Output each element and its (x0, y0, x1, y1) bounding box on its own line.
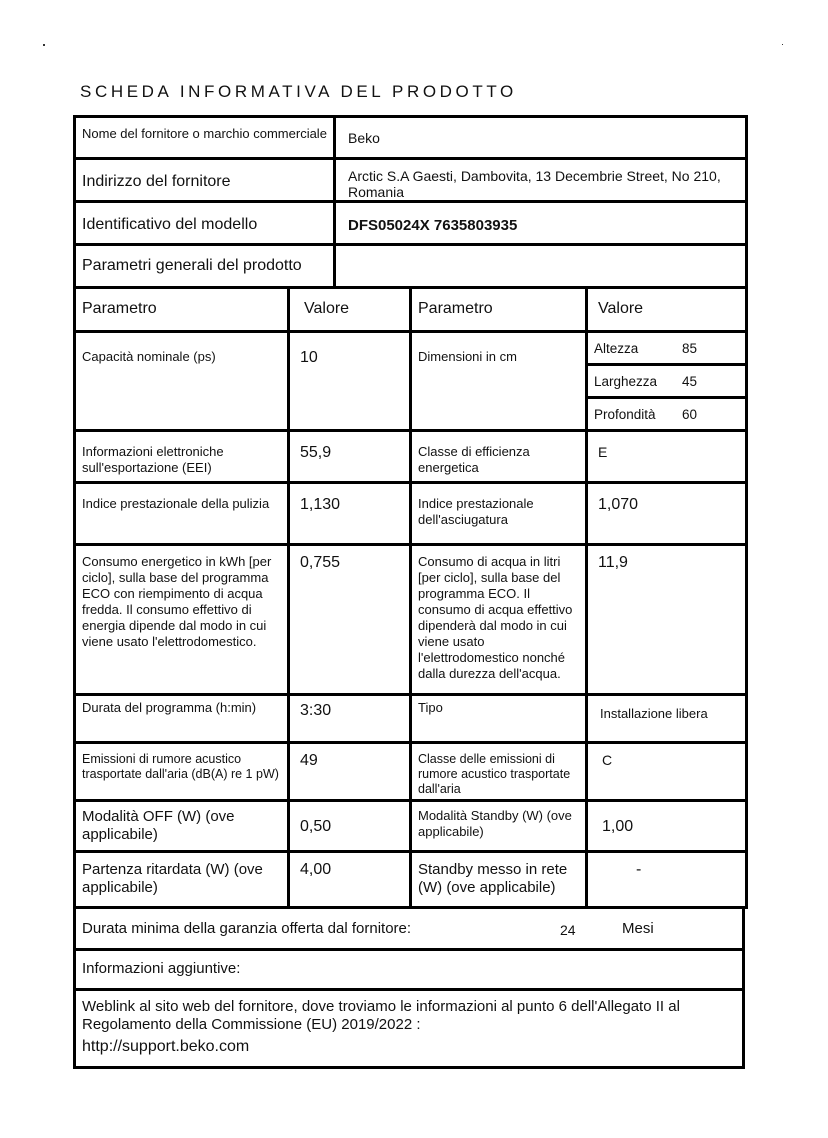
header-valore-2: Valore (587, 288, 747, 332)
dimension-height (588, 333, 745, 366)
param-energy-class-label: Classe di efficienza energetica (411, 431, 587, 483)
param-energy-class-value: E (587, 431, 747, 483)
model-id-value: DFS05024X 7635803935 (335, 202, 747, 245)
dimension-width (588, 366, 745, 399)
dimensions-cell (587, 332, 747, 431)
corner-mark-left (43, 44, 45, 46)
header-parametro-2: Parametro (411, 288, 587, 332)
param-off-mode-label: Modalità OFF (W) (ove applicabile) (75, 801, 289, 852)
warranty-label: Durata minima della garanzia offerta dal fornitore: (82, 920, 412, 937)
param-drying-index-value: 1,070 (587, 483, 747, 545)
param-eei-value: 55,9 (289, 431, 411, 483)
param-cleaning-index-label: Indice prestazionale della pulizia (75, 483, 289, 545)
weblink-text: Weblink al sito web del fornitore, dove troviamo le informazioni al punto 6 dell'Allegato II al Regolamento della Commissione (EU) 2019/2022 : (82, 998, 680, 1033)
param-cleaning-index-value: 1,130 (289, 483, 411, 545)
param-program-duration-label: Durata del programma (h:min) (75, 695, 289, 743)
param-capacity-label: Capacità nominale (ps) (75, 332, 289, 431)
weblink-cell (75, 990, 744, 1068)
param-type-label: Tipo (411, 695, 587, 743)
param-delay-start-label: Partenza ritardata (W) (ove applicabile) (75, 852, 289, 908)
weblink-url[interactable]: http://support.beko.com (82, 1038, 250, 1055)
table-row (75, 743, 747, 801)
table-row (75, 695, 747, 743)
supplier-name-label: Nome del fornitore o marchio commerciale (75, 117, 335, 159)
table-row (75, 431, 747, 483)
param-standby-mode-label: Modalità Standby (W) (ove applicabile) (411, 801, 587, 852)
param-noise-class-label: Classe delle emissioni di rumore acustico trasportate dall'aria (411, 743, 587, 801)
param-water-consumption-value: 11,9 (587, 545, 747, 695)
param-energy-consumption-value: 0,755 (289, 545, 411, 695)
page-title: SCHEDA INFORMATIVA DEL PRODOTTO (80, 82, 517, 101)
supplier-name-value: Beko (335, 117, 747, 159)
param-type-value: Installazione libera (587, 695, 747, 743)
table-row (75, 332, 747, 431)
param-delay-start-value: 4,00 (289, 852, 411, 908)
param-energy-consumption-label: Consumo energetico in kWh [per ciclo], sulla base del programma ECO con riempimento di acqua fredda. Il consumo effettivo di energia dipende dal modo in cui viene usato l'elettrodomestico. (75, 545, 289, 695)
warranty-unit: Mesi (622, 920, 654, 937)
corner-mark-right (782, 44, 783, 45)
general-params-label: Parametri generali del prodotto (75, 245, 335, 288)
param-noise-value: 49 (289, 743, 411, 801)
param-networked-standby-value: - (587, 852, 747, 908)
table-row (75, 483, 747, 545)
product-info-sheet (73, 115, 745, 1069)
table-row (75, 801, 747, 852)
model-id-label: Identificativo del modello (75, 202, 335, 245)
supplier-address-value: Arctic S.A Gaesti, Dambovita, 13 Decembrie Street, No 210, Romania (335, 159, 747, 202)
param-dimensions-label: Dimensioni in cm (411, 332, 587, 431)
param-eei-label: Informazioni elettroniche sull'esportazione (EEI) (75, 431, 289, 483)
table-header-row (75, 288, 747, 332)
param-standby-mode-value: 1,00 (587, 801, 747, 852)
param-water-consumption-label: Consumo di acqua in litri [per ciclo], sulla base del programma ECO. Il consumo di acqua effettivo dipenderà dal modo in cui viene usato l'elettrodomestico nonché dalla durezza dell'acqua. (411, 545, 587, 695)
warranty-value: 24 (560, 922, 576, 938)
dimension-depth-value: 60 (682, 406, 698, 422)
dimension-height-value: 85 (682, 340, 698, 356)
dimension-height-label: Altezza (594, 340, 639, 356)
table-row (75, 852, 747, 908)
warranty-row (75, 908, 744, 950)
general-params-value (335, 245, 747, 288)
param-off-mode-value: 0,50 (289, 801, 411, 852)
param-noise-label: Emissioni di rumore acustico trasportate dall'aria (dB(A) re 1 pW) (75, 743, 289, 801)
additional-info-label: Informazioni aggiuntive: (75, 950, 744, 990)
header-valore-1: Valore (289, 288, 411, 332)
param-program-duration-value: 3:30 (289, 695, 411, 743)
param-noise-class-value: C (587, 743, 747, 801)
supplier-address-label: Indirizzo del fornitore (75, 159, 335, 202)
header-parametro-1: Parametro (75, 288, 289, 332)
table-row (75, 545, 747, 695)
dimension-depth (588, 399, 745, 429)
dimension-depth-label: Profondità (594, 406, 656, 422)
dimension-width-label: Larghezza (594, 373, 658, 389)
supplier-table (73, 115, 748, 289)
param-drying-index-label: Indice prestazionale dell'asciugatura (411, 483, 587, 545)
footer-table (73, 906, 745, 1069)
parameters-table (73, 286, 748, 909)
dimension-width-value: 45 (682, 373, 698, 389)
param-capacity-value: 10 (289, 332, 411, 431)
param-networked-standby-label: Standby messo in rete (W) (ove applicabile) (411, 852, 587, 908)
